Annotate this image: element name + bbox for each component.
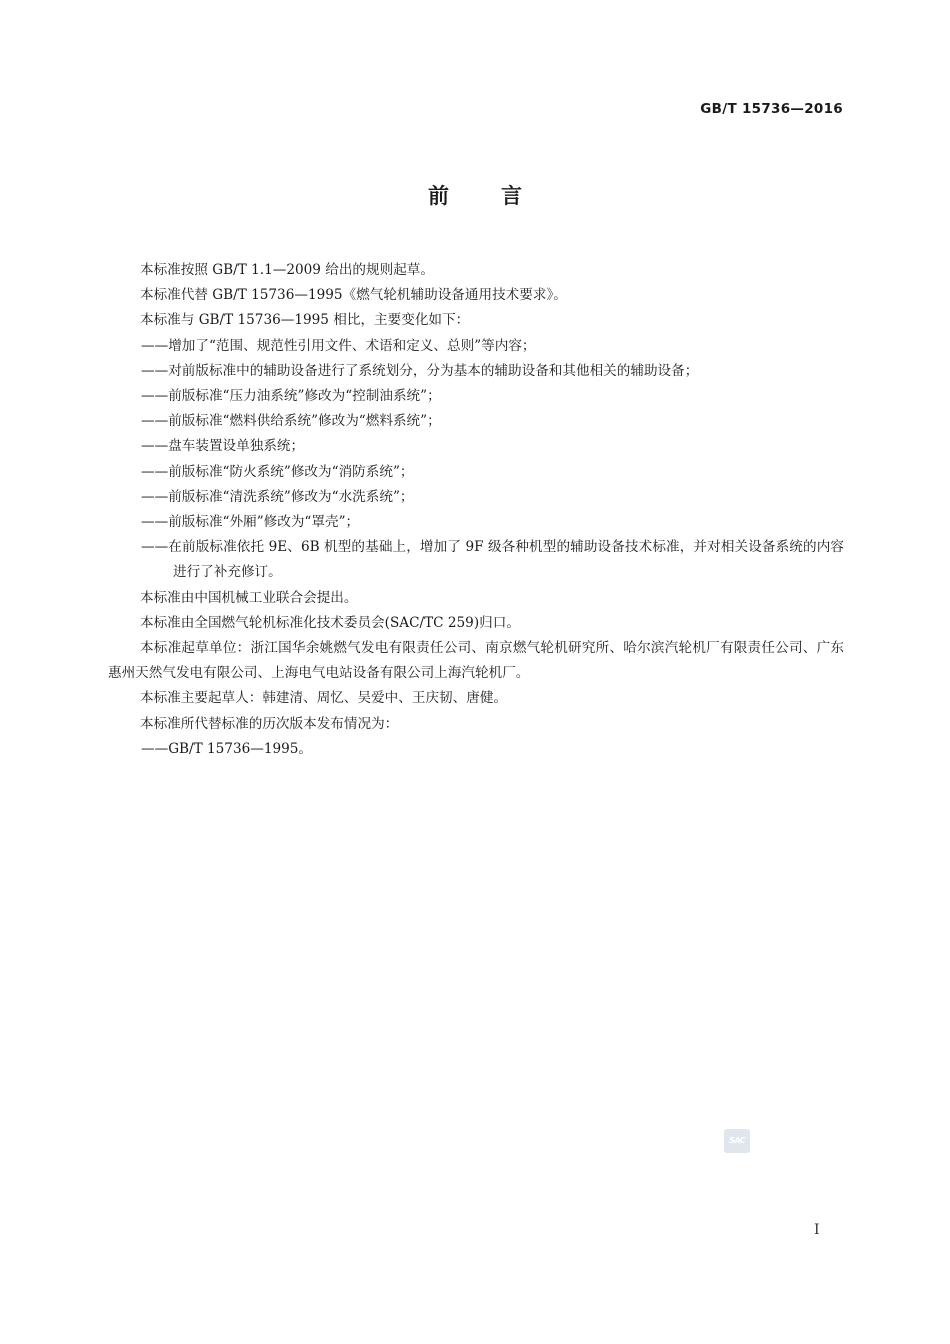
paragraph-drafting-rules: 本标准按照 GB/T 1.1—2009 给出的规则起草。 [140,262,434,278]
standard-code: GB/T 15736—2016 [700,101,843,117]
paragraph-proposed-by: 本标准由中国机械工业联合会提出。 [140,589,358,606]
title-char-1: 前 [428,184,449,208]
paragraph-drafting-units: 本标准起草单位：浙江国华余姚燃气发电有限责任公司、南京燃气轮机研究所、哈尔滨汽轮机厂有限责任公司、广东惠州天然气发电有限公司、上海电气电站设备有限公司上海汽轮机厂。 [108,640,844,682]
page-number: I [814,1222,820,1238]
list-item: ——对前版标准中的辅助设备进行了系统划分，分为基本的辅助设备和其他相关的辅助设备； [141,362,699,379]
paragraph-drafters: 本标准主要起草人：韩建清、周忆、吴爱中、王庆韧、唐健。 [140,690,508,707]
list-item: ——GB/T 15736—1995。 [141,740,313,757]
list-item: ——在前版标准依托 9E、6B 机型的基础上，增加了 9F 级各种机型的辅助设备技术标准，并对相关设备系统的内容进行了补充修订。 [141,539,844,581]
foreword-body [108,258,844,762]
list-item: ——前版标准“压力油系统”修改为“控制油系统”； [141,388,441,405]
list-item: ——前版标准“燃料供给系统”修改为“燃料系统”； [141,413,441,430]
list-item: ——前版标准“外厢”修改为“罩壳”； [141,514,360,531]
paragraph-under-jurisdiction: 本标准由全国燃气轮机标准化技术委员会(SAC/TC 259)归口。 [140,614,520,631]
title-char-2: 言 [501,184,522,208]
paragraph-version-history: 本标准所代替标准的历次版本发布情况为： [140,715,399,732]
paragraph-main-changes: 本标准与 GB/T 15736—1995 相比，主要变化如下： [140,312,470,329]
list-item: ——增加了“范围、规范性引用文件、术语和定义、总则”等内容； [141,337,536,354]
sac-watermark-logo: SAC [724,1129,750,1153]
list-item: ——前版标准“清洗系统”修改为“水洗系统”； [141,488,414,505]
paragraph-replaces: 本标准代替 GB/T 15736—1995《燃气轮机辅助设备通用技术要求》。 [140,287,567,304]
page-title [0,180,950,210]
list-item: ——前版标准“防火系统”修改为“消防系统”； [141,463,414,480]
list-item: ——盘车装置设单独系统； [141,438,305,455]
